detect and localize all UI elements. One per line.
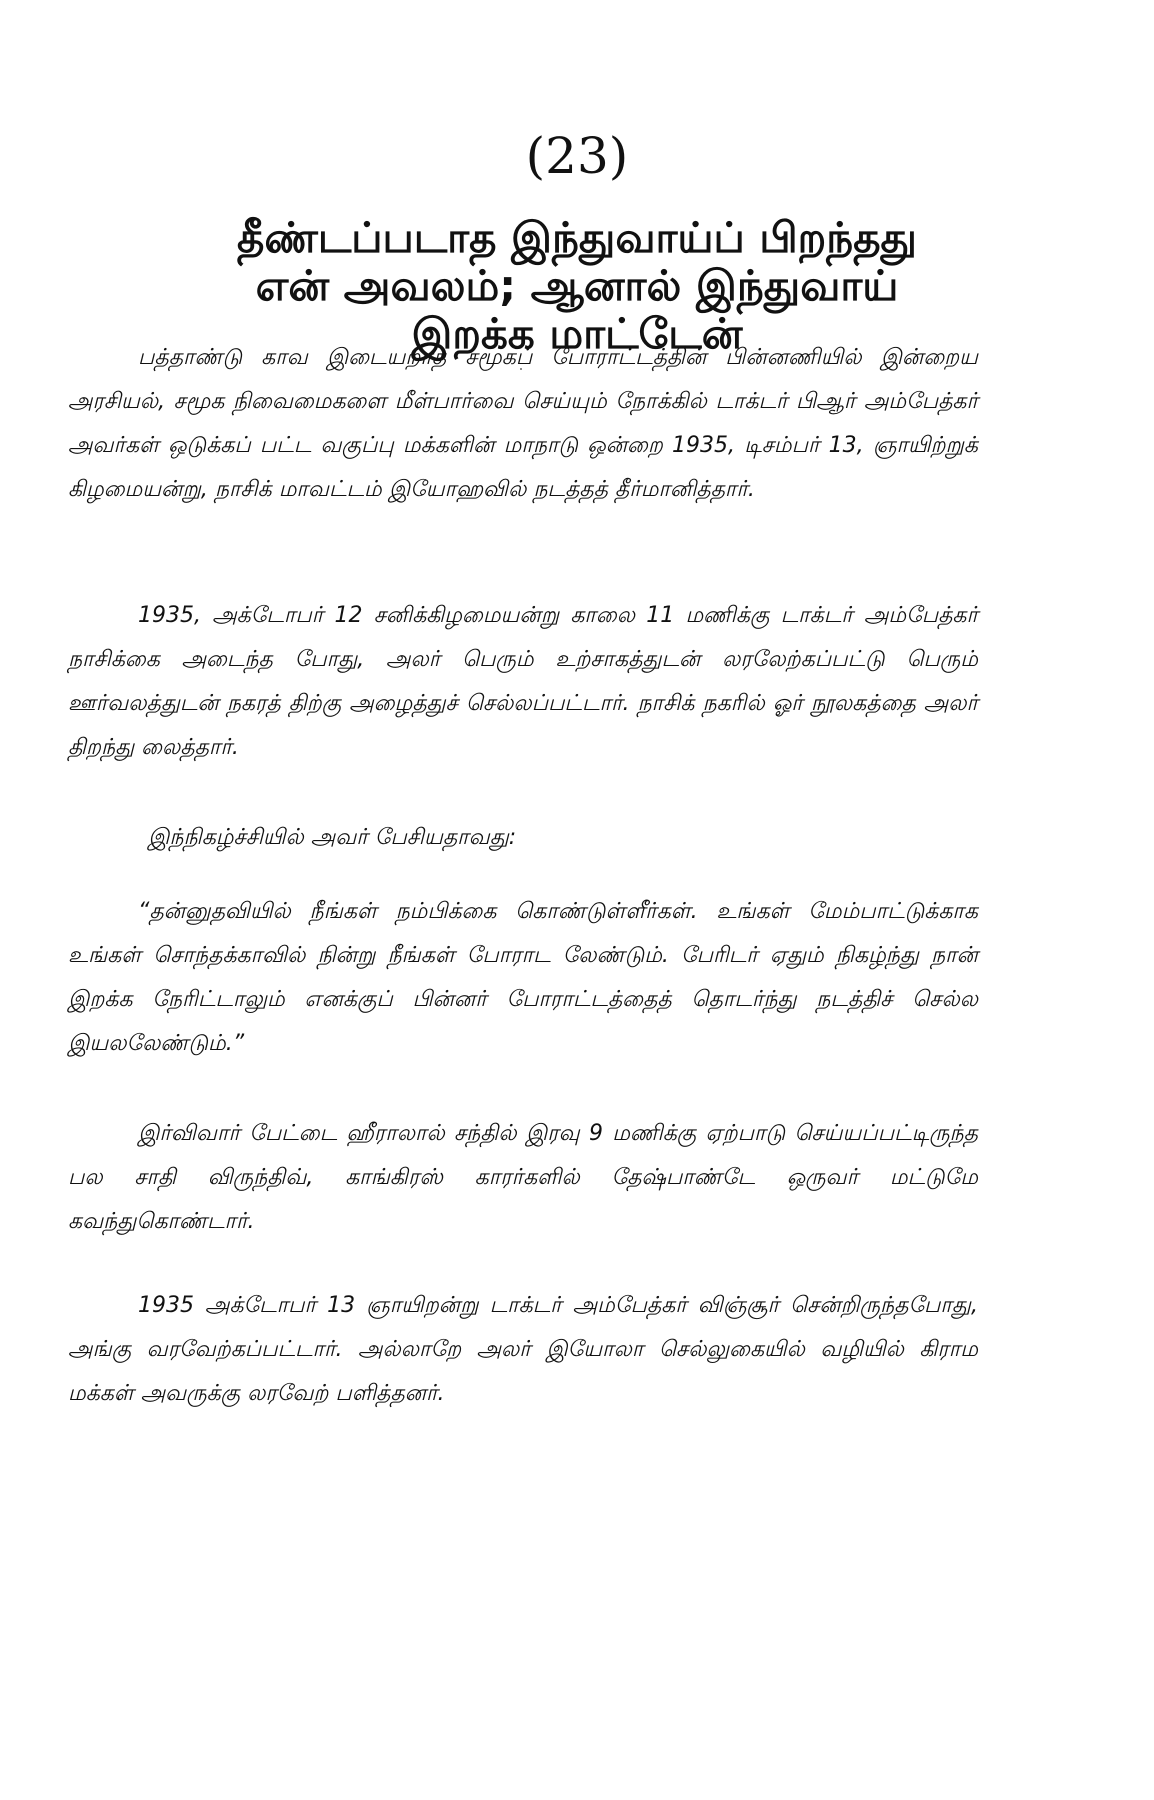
chapter-title-line-2: என் அவலம்; ஆனால் இந்துவாய் xyxy=(255,261,899,310)
paragraph-6: 1935 அக்டோபர் 13 ஞாயிறன்று டாக்டர் அம்பேத்கர் விஞ்சூர் சென்றிருந்தபோது, அங்கு வரவேற்கப்பட்டார். அல்லாறே அலர் இயோலா செல்லுகையில் வழியில் கிராம மக்கள் அவருக்கு லரவேற் பளித்தனர். xyxy=(68,1293,978,1406)
paragraph-2: 1935, அக்டோபர் 12 சனிக்கிழமையன்று காலை 11 மணிக்கு டாக்டர் அம்பேத்கர் நாசிக்கை அடைந்த போது, அலர் பெரும் உற்சாகத்துடன் லரலேற்கப்பட்டு பெரும் ஊர்வலத்துடன் நகரத் திற்கு அழைத்துச் செல்லப்பட்டார். நாசிக் நகரில் ஓர் நூலகத்தை அலர் திறந்து லைத்தார். xyxy=(68,603,978,760)
chapter-title-line-3: இறக்க மாட்டேன் xyxy=(411,309,743,358)
paragraph-1: பத்தாண்டு காவ இடையறாத சமூகப் போராட்டத்தின் பின்னணியில் இன்றைய அரசியல், சமூக நிவைமைகளை மீள்பார்வை செய்யும் நோக்கில் டாக்டர் பிஆர் அம்பேத்கர் அவர்கள் ஒடுக்கப் பட்ட வகுப்பு மக்களின் மாநாடு ஒன்றை 1935, டிசம்பர் 13, ஞாயிற்றுக் கிழமையன்று, நாசிக் மாவட்டம் இயோஹவில் நடத்தத் தீர்மானித்தார். xyxy=(68,345,978,502)
paragraph-5: இர்விவார் பேட்டை ஹீராலால் சந்தில் இரவு 9 மணிக்கு ஏற்பாடு செய்யப்பட்டிருந்த பல சாதி விருந்திவ், காங்கிரஸ் காரர்களில் தேஷ்பாண்டே ஒருவர் மட்டுமே கவந்துகொண்டார். xyxy=(68,1121,978,1234)
chapter-number: (23) xyxy=(525,127,629,185)
paragraph-3: இந்நிகழ்ச்சியில் அவர் பேசியதாவது: xyxy=(148,825,517,850)
chapter-title-line-1: தீண்டப்படாத இந்துவாய்ப் பிறந்தது xyxy=(237,213,917,262)
paragraph-4-quote: “தன்னுதவியில் நீங்கள் நம்பிக்கை கொண்டுள்ளீர்கள். உங்கள் மேம்பாட்டுக்காக உங்கள் சொந்தக்காவில் நின்று நீங்கள் போராட லேண்டும். பேரிடர் ஏதும் நிகழ்ந்து நான் இறக்க நேரிட்டாலும் எனக்குப் பின்னர் போராட்டத்தைத் தொடர்ந்து நடத்திச் செல்ல இயலலேண்டும்.” xyxy=(68,899,978,1056)
